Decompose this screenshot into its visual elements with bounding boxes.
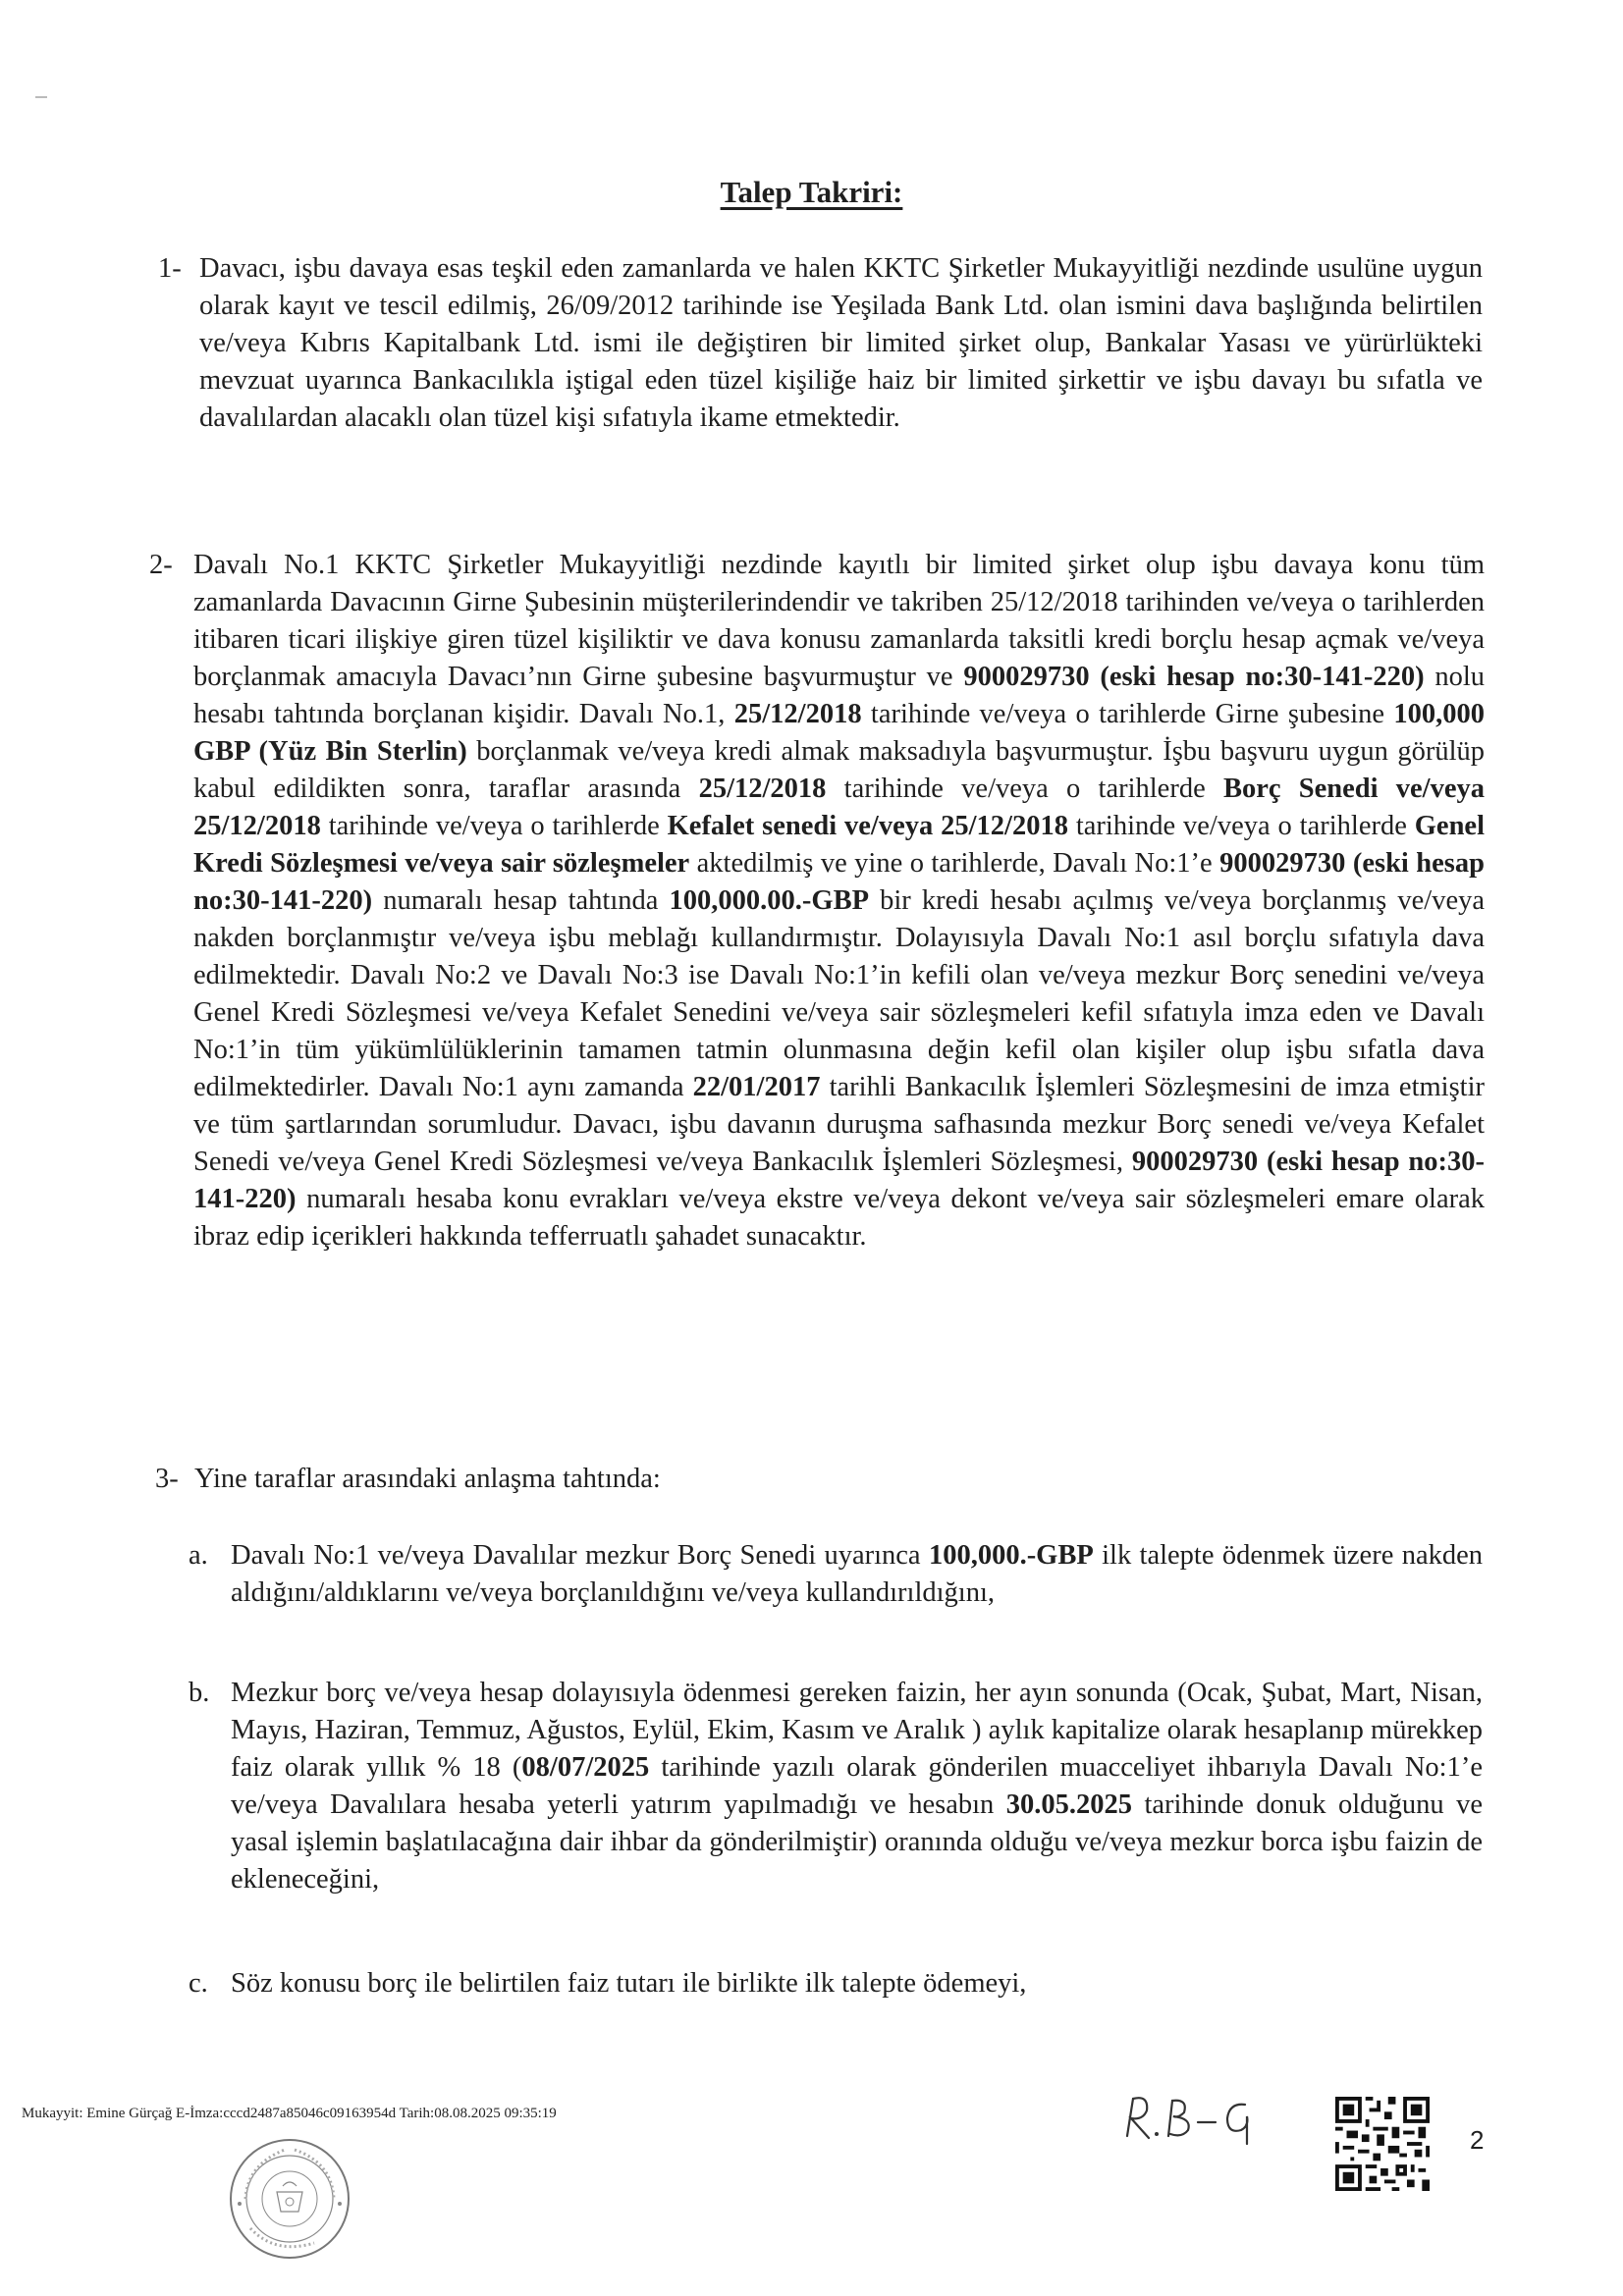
- bold-text-segment: 25/12/2018: [733, 699, 862, 729]
- bold-text-segment: 30.05.2025: [1005, 1789, 1133, 1820]
- paragraph-1: [158, 250, 1483, 437]
- text-segment: tarihinde ve/veya o tarihlerde Girne şubesine: [861, 699, 1394, 729]
- subparagraph-b: [189, 1675, 1483, 1898]
- paragraph-number: 1-: [158, 253, 182, 284]
- text-segment: Davalı No:1 ve/veya Davalılar mezkur Borç Senedi uyarınca: [231, 1540, 929, 1571]
- text-segment: tarihinde ve/veya o tarihlerde: [320, 811, 668, 841]
- bold-text-segment: Genel Kredi Sözleşmesi ve/veya sair sözleşmeler: [193, 811, 1485, 879]
- paragraph-text: Yine taraflar arasındaki anlaşma tahtında:: [194, 1464, 661, 1494]
- qr-code-icon: [1335, 2097, 1430, 2191]
- bold-text-segment: Borç Senedi ve/veya 25/12/2018: [193, 774, 1485, 841]
- text-segment: tarihinde yazılı olarak gönderilen muacceliyet ihbarıyla Davalı No:1’e ve/veya Davalılara hesaba yeterli yatırım yapılmadığı ve hesabın: [231, 1752, 1483, 1820]
- text-segment: aktedilmiş ve yine o tarihlerde, Davalı No:1’e: [689, 848, 1220, 879]
- subparagraph-text: [231, 1965, 1483, 2002]
- text-segment: tarihinde ve/veya o tarihlerde: [826, 774, 1223, 804]
- paragraph-number: 2-: [149, 550, 173, 580]
- paragraph-number: 3-: [155, 1464, 179, 1494]
- text-segment: ilk talepte ödenmek üzere nakden aldığını/aldıklarını ve/veya borçlanıldığını ve/veya kullandırıldığını,: [231, 1540, 1483, 1608]
- subparagraph-label: a.: [189, 1540, 208, 1571]
- scan-speck: [35, 96, 47, 98]
- subparagraph-c: [189, 1965, 1483, 2002]
- text-segment: tarihinde donuk olduğunu ve yasal işlemin başlatılacağına dair ihbar da gönderilmiştir) oranında olduğu ve/veya mezkur borca işbu faizin de ekleneceğini,: [231, 1789, 1483, 1895]
- bold-text-segment: Kefalet senedi ve/veya 25/12/2018: [667, 811, 1068, 841]
- paragraph-2: [149, 547, 1485, 1255]
- text-segment: numaralı hesaba konu evrakları ve/veya ekstre ve/veya dekont ve/veya sair sözleşmeleri emare olarak ibraz edip içerikleri hakkında tefferruatlı şahadet sunacaktır.: [193, 1184, 1485, 1252]
- bold-text-segment: 100,000.-GBP: [928, 1540, 1094, 1571]
- text-segment: Davalı No.1 KKTC Şirketler Mukayyitliği nezdinde kayıtlı bir limited şirket olup işbu davaya konu tüm zamanlarda Davacının Girne Şubesinin müşterilerindendir ve takriben 25/12/2018 tarihinden ve/veya o tarihlerden itibaren ticari ilişkiye giren tüzel kişiliktir ve dava konusu zamanlarda taksitli kredi borçlu hesap açmak ve/veya borçlanmak amacıyla Davacı’nın Girne şubesine başvurmuştur ve: [193, 550, 1485, 692]
- bold-text-segment: 100,000 GBP (Yüz Bin Sterlin): [193, 699, 1485, 767]
- bold-text-segment: 22/01/2017: [692, 1072, 821, 1102]
- bold-text-segment: 900029730 (eski hesap no:30-141-220): [193, 848, 1485, 916]
- subparagraph-text: [231, 1675, 1483, 1898]
- text-segment: Söz konusu borç ile belirtilen faiz tutarı ile birlikte ilk talepte ödemeyi,: [231, 1968, 1027, 1999]
- subparagraph-text: [231, 1537, 1483, 1612]
- text-segment: tarihinde ve/veya o tarihlerde: [1067, 811, 1415, 841]
- text-segment: borçlanmak ve/veya kredi almak maksadıyla başvurmuştur. İşbu başvuru uygun görülüp kabul edildikten sonra, taraflar arasında: [193, 736, 1485, 804]
- page-number: 2: [1470, 2125, 1485, 2155]
- text-segment: bir kredi hesabı açılmış ve/veya borçlanmış ve/veya nakden borçlanmıştır ve/veya işbu meblağı kullandırmıştır. Dolayısıyla Davalı No:1 asıl borçlu sıfatıyla dava edilmektedir. Davalı No:2 ve Davalı No:3 ise Davalı No:1’in kefili olan ve/veya mezkur Borç senedini ve/veya Genel Kredi Sözleşmesi ve/veya Kefalet Senedini ve/veya sair sözleşmeleri kefil sıfatıyla imza eden ve Davalı No:1’in tüm yükümlülüklerinin tamamen tatmin olunmasına değin kefil olan kişiler olup işbu sıfatla dava edilmektedirler. Davalı No:1 aynı zamanda: [193, 885, 1485, 1102]
- registrar-signature-line: Mukayyit: Emine Gürçağ E-İmza:cccd2487a85046c09163954d Tarih:08.08.2025 09:35:19: [22, 2106, 557, 2121]
- bold-text-segment: 25/12/2018: [698, 774, 827, 804]
- text-segment: tarihli Bankacılık İşlemleri Sözleşmesini de imza etmiştir ve tüm şartlarından sorumludur. Davacı, işbu davanın duruşma safhasında mezkur Borç senedi ve/veya Kefalet Senedi ve/veya Genel Kredi Sözleşmesi ve/veya Bankacılık İşlemleri Sözleşmesi,: [193, 1072, 1485, 1177]
- handwritten-initials: [1119, 2089, 1286, 2148]
- bold-text-segment: 900029730 (eski hesap no:30-141-220): [193, 1147, 1485, 1214]
- text-segment: nolu hesabı tahtında borçlanan kişidir. Davalı No.1,: [193, 662, 1486, 729]
- page-title: Talep Takriri:: [720, 175, 903, 209]
- subparagraph-a: [189, 1537, 1483, 1612]
- official-seal-icon: [226, 2135, 353, 2263]
- paragraph-text: [193, 547, 1485, 1255]
- bold-text-segment: 08/07/2025: [521, 1752, 650, 1783]
- paragraph-3: [155, 1461, 1481, 1498]
- text-segment: numaralı hesap tahtında: [372, 885, 670, 916]
- subparagraph-label: c.: [189, 1968, 208, 1999]
- bold-text-segment: 900029730 (eski hesap no:30-141-220): [963, 662, 1425, 692]
- paragraph-text: Davacı, işbu davaya esas teşkil eden zamanlarda ve halen KKTC Şirketler Mukayyitliği nezdinde usulüne uygun olarak kayıt ve tescil edilmiş, 26/09/2012 tarihinde ise Yeşilada Bank Ltd. olan ismini dava başlığında belirtilen ve/veya Kıbrıs Kapitalbank Ltd. ismi ile değiştiren bir limited şirket olup, Bankalar Yasası ve yürürlükteki mevzuat uyarınca Bankacılıkla iştigal eden tüzel kişiliğe haiz bir limited şirkettir ve işbu davayı bu sıfatla ve davalılardan alacaklı olan tüzel kişi sıfatıyla ikame etmektedir.: [199, 253, 1483, 433]
- subparagraph-label: b.: [189, 1678, 210, 1708]
- bold-text-segment: 100,000.00.-GBP: [669, 885, 869, 916]
- text-segment: Mezkur borç ve/veya hesap dolayısıyla ödenmesi gereken faizin, her ayın sonunda (Ocak, Şubat, Mart, Nisan, Mayıs, Haziran, Temmuz, Ağustos, Eylül, Ekim, Kasım ve Aralık ) aylık kapitalize olarak hesaplanıp mürekkep faiz olarak yıllık % 18 (: [231, 1678, 1483, 1783]
